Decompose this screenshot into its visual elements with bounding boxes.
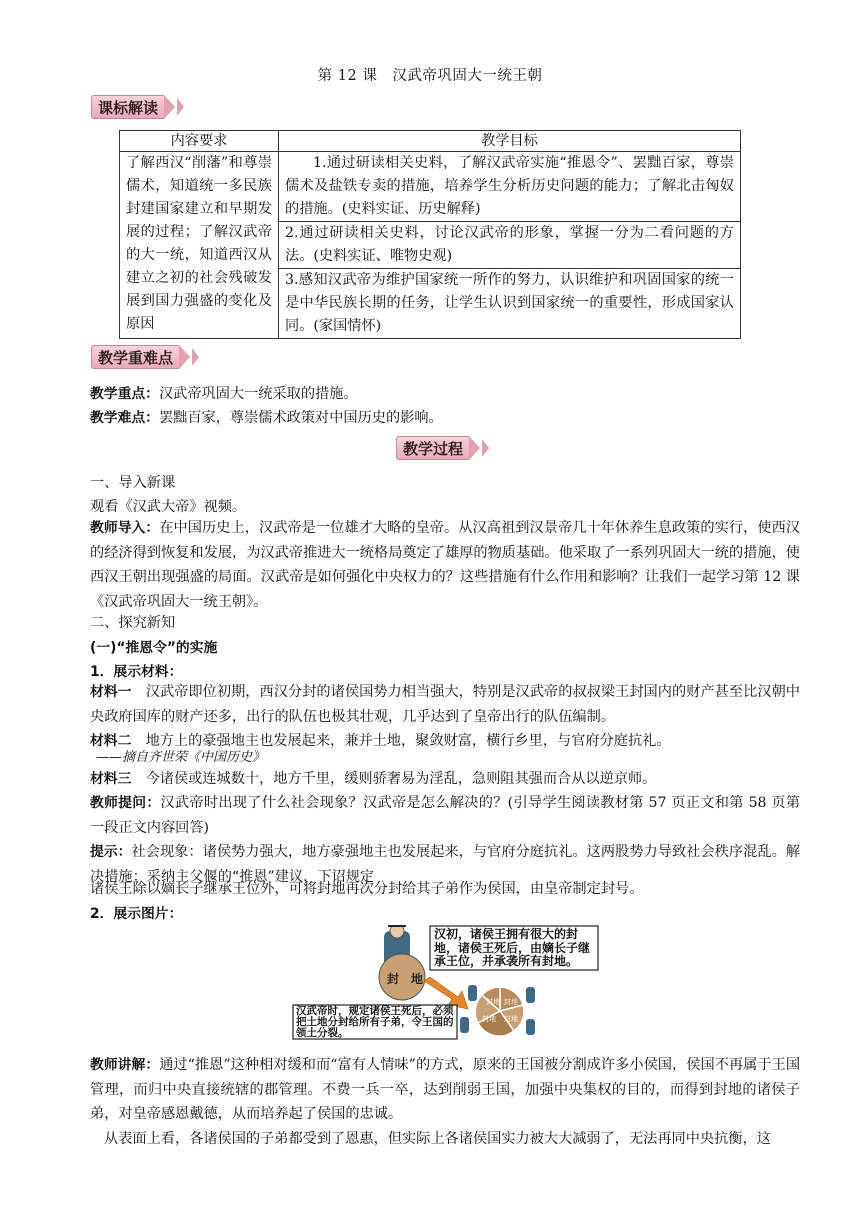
- goal-cell: 1.通过研读相关史料，了解汉武帝实施“推恩令”、罢黜百家，尊崇儒术及盐铁专卖的措施，培养学生分析历史问题的能力；了解北击匈奴的措施。(史料实证、历史解释): [279, 152, 741, 222]
- difficulty-text: 罢黜百家，尊崇儒术政策对中国历史的影响。: [158, 410, 443, 426]
- explore-heading: 二、探究新知: [90, 615, 176, 631]
- banner-arrow-icon: [469, 436, 480, 460]
- goal-cell: 3.感知汉武帝为维护国家统一所作的努力，认识维护和巩固国家的统一是中华民族长期的任务，让学生认识到国家统一的重要性，形成国家认同。(家国情怀): [279, 269, 741, 339]
- focus-text: 汉武帝巩固大一统采取的措施。: [158, 386, 358, 402]
- section-banner-label: 教学重难点: [91, 345, 179, 369]
- section-banner-key: [91, 345, 199, 369]
- banner-arrow-icon: [179, 345, 190, 369]
- difficulty-line: [90, 406, 443, 427]
- hint-label: 提示：: [90, 844, 132, 860]
- piece-label: 封地: [486, 998, 500, 1006]
- banner-arrow-icon: [177, 98, 184, 116]
- piece-label: 封地: [504, 998, 518, 1006]
- intro-video: 观看《汉武大帝》视频。: [90, 499, 247, 515]
- focus-label: 教学重点：: [90, 386, 159, 402]
- objectives-table: [119, 130, 741, 339]
- show-picture: 2．展示图片：: [90, 906, 183, 922]
- split-land-icon: [475, 987, 524, 1036]
- section-banner-process: [396, 436, 489, 460]
- focus-line: [90, 382, 358, 403]
- rule-text: 诸侯王除以嫡长子继承王位外，可将封地再次分封给其子弟作为侯国，由皇帝制定封号。: [90, 881, 644, 897]
- final-paragraph: 从表面上看，各诸侯国的子弟都受到了恩惠，但实际上各诸侯国实力被大大减弱了，无法再同中央抗衡，这: [104, 1131, 771, 1147]
- table-header-goal: 教学目标: [279, 131, 741, 152]
- section-banner-label: 课标解读: [91, 95, 164, 119]
- piece-label: 封地: [504, 1015, 518, 1023]
- table-header-requirement: 内容要求: [120, 131, 279, 152]
- circle-label: 封 地: [387, 972, 424, 986]
- teacher-explain: [90, 1053, 800, 1127]
- lesson-title: 第 12 课 汉武帝巩固大一统王朝: [317, 68, 543, 84]
- caption-top: 汉初，诸侯王拥有很大的封地，诸侯王死后，由嫡长子继承王位，并承袭所有封地。: [434, 927, 591, 968]
- banner-arrow-icon: [192, 348, 199, 366]
- material-one-text: 汉武帝即位初期，西汉分封的诸侯国势力相当强大，特别是汉武帝的叔叔梁王封国内的财产甚至比汉朝中央政府国库的财产还多，出行的队伍也极其壮观，几乎达到了皇帝出行的队伍编制。: [90, 684, 800, 725]
- banner-arrow-icon: [482, 439, 489, 457]
- question-label: 教师提问：: [90, 795, 161, 811]
- material-three-label: 材料三: [90, 771, 132, 787]
- teacher-intro-label: 教师导入：: [90, 520, 160, 536]
- requirement-cell: 了解西汉“削藩”和尊崇儒术，知道统一多民族封建国家建立和早期发展的过程；了解汉武帝的大一统，知道西汉从建立之初的社会残破发展到国力强盛的变化及原因: [120, 152, 279, 339]
- material-one-label: 材料一: [90, 684, 132, 700]
- material-two-label: 材料二: [90, 733, 132, 749]
- material-one: [90, 680, 800, 729]
- enfeoffment-illustration: [292, 925, 600, 1041]
- intro-heading: 一、导入新课: [90, 475, 176, 491]
- material-two-source: ——摘自齐世荣《中国历史》: [96, 750, 266, 765]
- goal-cell: 2.通过研读相关史料，讨论汉武帝的形象，掌握一分为二看问题的方法。(史料实证、唯物史观): [279, 222, 741, 269]
- material-three-text: 今诸侯或连城数十，地方千里，缓则骄奢易为淫乱，急则阻其强而合从以逆京师。: [145, 771, 657, 787]
- explain-label: 教师讲解：: [90, 1057, 160, 1073]
- caption-bottom: 汉武帝时，规定诸侯王死后，必须把土地分封给所有子弟，令王国的领土分裂。: [296, 1005, 454, 1039]
- sub-heading: (一)“推恩令”的实施: [90, 640, 218, 656]
- section-banner-label: 教学过程: [396, 436, 469, 460]
- question-text: 汉武帝时出现了什么社会现象？汉武帝是怎么解决的？(引导学生阅读教材第 57 页正文和第 58 页第一段正文内容回答): [90, 795, 801, 836]
- material-two-text: 地方上的豪强地主也发展起来，兼并土地，聚敛财富，横行乡里，与官府分庭抗礼。: [145, 733, 671, 749]
- hint-text: 社会现象：诸侯势力强大，地方豪强地主也发展起来，与官府分庭抗礼。这两股势力导致社会秩序混乱。解决措施：采纳主父偃的“推恩”建议，下诏规定: [90, 844, 800, 885]
- teacher-question: [90, 791, 800, 840]
- difficulty-label: 教学难点：: [90, 410, 159, 426]
- teacher-intro: [90, 516, 800, 614]
- piece-label: 封地: [482, 1015, 496, 1023]
- teacher-intro-text: 在中国历史上，汉武帝是一位雄才大略的皇帝。从汉高祖到汉景帝几十年休养生息政策的实行，使西汉的经济得到恢复和发展，为汉武帝推进大一统格局奠定了雄厚的物质基础。他采取了一系列巩固大一统的措施，使西汉王朝出现强盛的局面。汉武帝是如何强化中央权力的？这些措施有什么作用和影响？让我们一起学习第 12 课《汉武帝巩固大一统王朝》。: [90, 520, 800, 610]
- explain-text: 通过“推恩”这种相对缓和而“富有人情味”的方式，原来的王国被分割成许多小侯国，侯国不再属于王国管理，而归中央直接统辖的郡管理。不费一兵一卒，达到削弱王国，加强中央集权的目的，而得到封地的诸侯子弟，对皇帝感恩戴德，从而培养起了侯国的忠诚。: [90, 1057, 801, 1122]
- show-material: 1．展示材料：: [90, 664, 183, 680]
- material-three: [90, 767, 800, 792]
- section-banner-standard: [91, 95, 184, 119]
- banner-arrow-icon: [164, 95, 175, 119]
